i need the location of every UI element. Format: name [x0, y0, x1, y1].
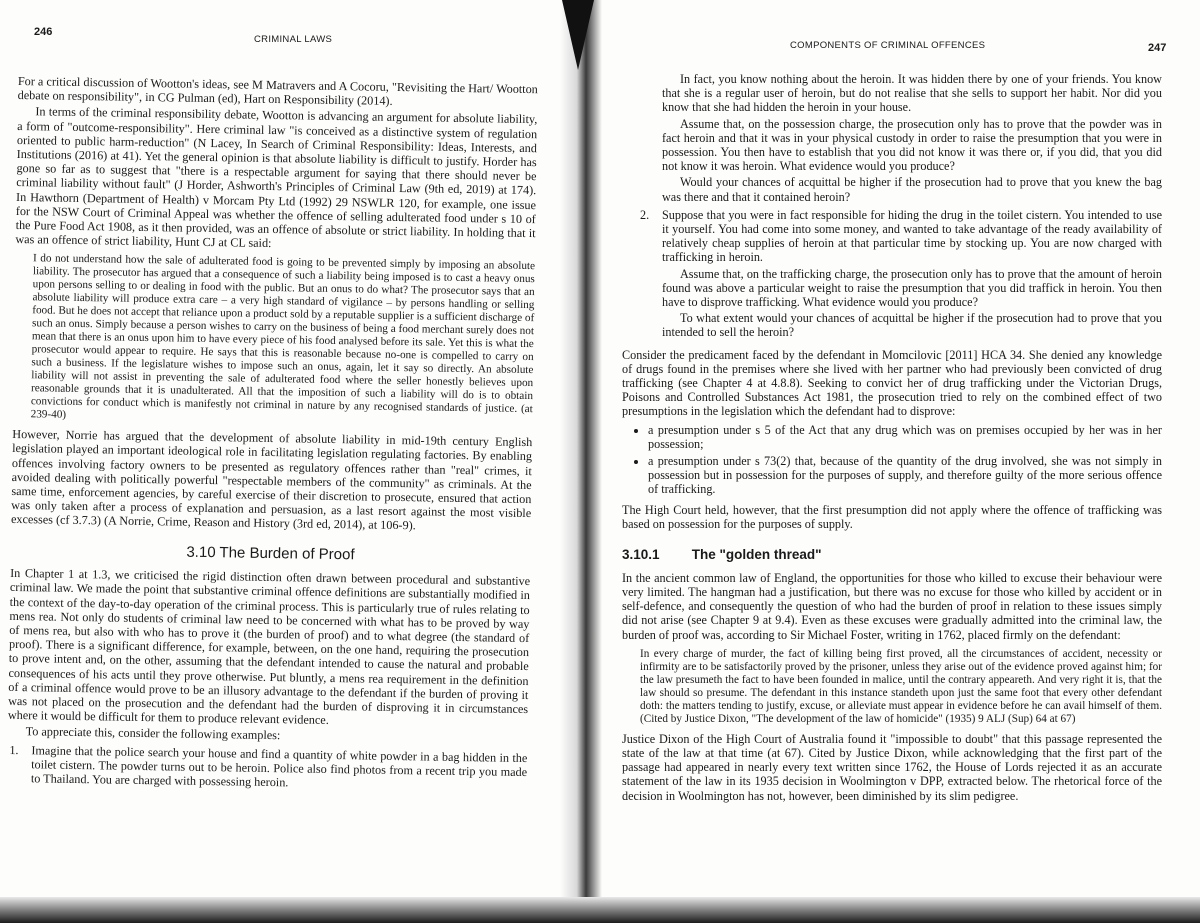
left-page: [0, 0, 570, 890]
example-number: 2.: [640, 207, 650, 222]
paragraph: For a critical discussion of Wootton's ideas, see M Matravers and A Cocoru, "Revisiting the Hart/ Wootton debate on responsibility", in CG Pulman (ed), Hart on Responsibility (2014).: [17, 74, 538, 109]
section-heading: 3.10 The Burden of Proof: [186, 543, 355, 564]
paragraph: Assume that, on the possession charge, the prosecution only has to prove that the powder was in fact heroin and that it was in your physical custody in order to raise the presumption that you were in possession. You then have to establish that you did not know it was there or, if you did, that you did not know it was heroin. What evidence would you produce?: [662, 116, 1162, 174]
subsection-title: The "golden thread": [691, 547, 822, 563]
paragraph: To appreciate this, consider the following examples:: [25, 724, 281, 743]
block-quote: I do not understand how the sale of adulterated food is going to be prevented simply by imposing an absolute liability. The prosecutor has argued that a consequence of such a liability being imposed is to cast a heavy onus upon persons selling to or dealing in food with the public. But an onus to do what? The prosecutor says that an absolute liability will produce extra care – a very high standard of vigilance – by persons handling or selling food. But he does not accept that reliance upon a product sold by a reputable supplier is a sufficient discharge of such an onus. Simply because a person wishes to carry on the business of being a food merchant surely does not mean that there is an onus upon him to have every piece of his food analysed before its sale. Yet this is what the prosecutor would appear to require. He says that this is reasonable because no-one is compelled to carry on such a business. If the legislature wishes to impose such an onus, again, let it say so directly. An absolute liability will not assist in preventing the sale of adulterated food where the seller honestly believes upon reasonable grounds that it is unadulterated. All that the imposition of such a liability will do is to obtain convictions for conduct which is manifestly not criminal in nature by any recognised standards of justice. (at 239-40): [30, 252, 536, 422]
example-continuation: [662, 72, 1162, 204]
example-item: [638, 208, 1162, 340]
paragraph: In fact, you know nothing about the heroin. It was hidden there by one of your friends. You know that she is a regular user of heroin, but do not realise that she sells to support her habit. Nor did you know that she had hidden the heroin in your house.: [662, 72, 1162, 115]
bullet-item: • a presumption under s 73(2) that, because of the quantity of the drug involved, she was not simply in possession but in possession for the purposes of supply, and therefore guilty of the more serious offence of trafficking.: [648, 454, 1162, 497]
right-page: [600, 0, 1200, 890]
running-head: CRIMINAL LAWS: [254, 34, 333, 45]
paragraph: The High Court held, however, that the first presumption did not apply where the offence of trafficking was based on possession for the purposes of supply.: [622, 502, 1162, 531]
example-text: Suppose that you were in fact responsible for hiding the drug in the toilet cistern. You intended to use it yourself. You had come into some money, and wanted to take advantage of the ready availability of relatively cheap supplies of heroin at that particular time by stocking up. You are now charged with trafficking in heroin.: [662, 207, 1162, 265]
example-item: [7, 742, 528, 793]
right-body: [622, 72, 1162, 805]
running-head: COMPONENTS OF CRIMINAL OFFENCES: [790, 40, 986, 51]
example-number: 1.: [9, 742, 19, 757]
example-text: Imagine that the police search your house and find a quantity of white powder in a bag hidden in the toilet cistern. The powder turns out to be heroin. Police also find photos from a recent trip you made to Thailand. You are charged with possessing heroin.: [30, 742, 528, 790]
book-gutter: [560, 0, 602, 923]
bullet-list: [622, 423, 1162, 497]
paragraph: Would your chances of acquittal be higher if the prosecution had to prove that you knew the bag was there and that it contained heroin?: [662, 175, 1162, 204]
gutter-shadow: [562, 0, 594, 70]
page-number: 247: [1148, 42, 1167, 54]
page-number: 246: [34, 26, 53, 38]
subsection-number: 3.10.1: [622, 547, 660, 563]
page-bottom-edge: [0, 897, 1200, 923]
paragraph: In terms of the criminal responsibility debate, Wootton is advancing an argument for absolute liability, a form of "outcome-responsibility". Here criminal law "is conceived as a distinctive system of regulation oriented to public harm-reduction" (N Lacey, In Search of Criminal Responsibility: Ideas, Interests, and Institutions (2016) at 41). Yet the general opinion is that absolute liability is difficult to justify. Horder has gone so far as to suggest that "there is a respectable argument for saying that there should never be criminal liability without fault" (J Horder, Ashworth's Principles of Criminal Law (9th ed, 2019) at 174). In Hawthorn (Department of Health) v Morcam Pty Ltd (1992) 29 NSWLR 120, for example, one issue for the NSW Court of Criminal Appeal was whether the offence of selling adulterated food under s 10 of the Pure Food Act 1908, as it then provided, was an offence of absolute or strict liability. In holding that it was an offence of strict liability, Hunt CJ at CL said:: [15, 104, 538, 251]
paragraph: To what extent would your chances of acquittal be higher if the prosecution had to prove that you intended to sell the heroin?: [662, 311, 1162, 340]
bullet-item: • a presumption under s 5 of the Act that any drug which was on premises occupied by her was in her possession;: [648, 423, 1162, 451]
paragraph: Justice Dixon of the High Court of Australia found it "impossible to doubt" that this passage represented the state of the law at that time (at 67). Cited by Justice Dixon, while acknowledging that the first part of the passage had appeared in nearly every text written since 1762, the House of Lords rejected it as an accurate statement of the law in its 1935 decision in Woolmington v DPP, extracted below. The rhetorical force of the decision in Woolmington has not, however, been diminished by its slim pedigree.: [622, 731, 1162, 803]
left-body: [7, 74, 538, 797]
paragraph: In Chapter 1 at 1.3, we criticised the rigid distinction often drawn between procedural and substantive criminal law. We made the point that substantive criminal offence definitions are substantially modified in the context of the day-to-day operation of the criminal process. This is particularly true of rules relating to mens rea. Not only do students of criminal law need to be concerned with what has to be proved by way of mens rea, but also with who has to prove it (the burden of proof) and to what degree (the standard of proof). There is a significant difference, for example, between, on the one hand, requiring the prosecution to prove intent and, on the other, assuming that the defendant intended to cause the natural and probable consequences of his acts until they prove otherwise. Put bluntly, a mens rea requirement in the definition of a criminal offence would prove to be an illusory advantage to the defendant if the burden of proving it was not placed on the prosecution and the defendant had the burden of disproving it in circumstances where it would be difficult for them to produce relevant evidence.: [7, 566, 531, 728]
paragraph: Assume that, on the trafficking charge, the prosecution only has to prove that the amount of heroin found was above a particular weight to raise the presumption that you did traffick in heroin. You then have to disprove trafficking. What evidence would you produce?: [662, 266, 1162, 310]
paragraph: However, Norrie has argued that the development of absolute liability in mid-19th century English legislation played an important ideological role in facilitating legislation regulating factories. By enabling offences involving factory owners to be presented as regulatory offences rather than "real" crimes, it avoided dealing with politically powerful "respectable members of the community" as criminals. At the same time, enforcement agencies, by careful exercise of their discretion to prosecute, ensured that action was only taken after a process of explanation and persuasion, as a last resort against the most visible excesses (cf 3.7.3) (A Norrie, Crime, Reason and History (3rd ed, 2014), at 106-9).: [10, 427, 533, 533]
block-quote: In every charge of murder, the fact of killing being first proved, all the circumstances of accident, necessity or infirmity are to be satisfactorily proved by the prisoner, unless they arise out of the evidence proved against him; for the law presumeth the fact to have been founded in malice, until the contrary appeareth. And very right it is, that the law should so presume. The defendant in this instance standeth upon just the same foot that every other defendant doth: the matters tending to justify, excuse, or alleviate must appear in evidence before he can avail himself of them. (Cited by Justice Dixon, "The development of the law of homicide" (1935) 9 ALJ (Sup) 64 at 67): [640, 647, 1162, 725]
paragraph: In the ancient common law of England, the opportunities for those who killed to excuse their behaviour were very limited. The hangman had a justification, but there was no excuse for those who killed by accident or in self-defence, and consequently the question of who had the burden of proof in relation to these issues simply did not arise (see Chapter 9 at 9.4). Even as these excuses were gradually admitted into the criminal law, the burden of proof was, according to Sir Michael Foster, writing in 1762, placed firmly on the defendant:: [622, 570, 1162, 642]
subsection-heading: [622, 547, 1162, 563]
paragraph: Consider the predicament faced by the defendant in Momcilovic [2011] HCA 34. She denied any knowledge of drugs found in the premises where she lived with her partner who had previously been convicted of drug trafficking (see Chapter 4 at 4.8.8). Seeking to convict her of drug trafficking under the Victorian Drugs, Poisons and Controlled Substances Act 1981, the prosecution tried to rely on the combined effect of two presumptions in the legislation which the defendant had to disprove:: [622, 347, 1162, 419]
